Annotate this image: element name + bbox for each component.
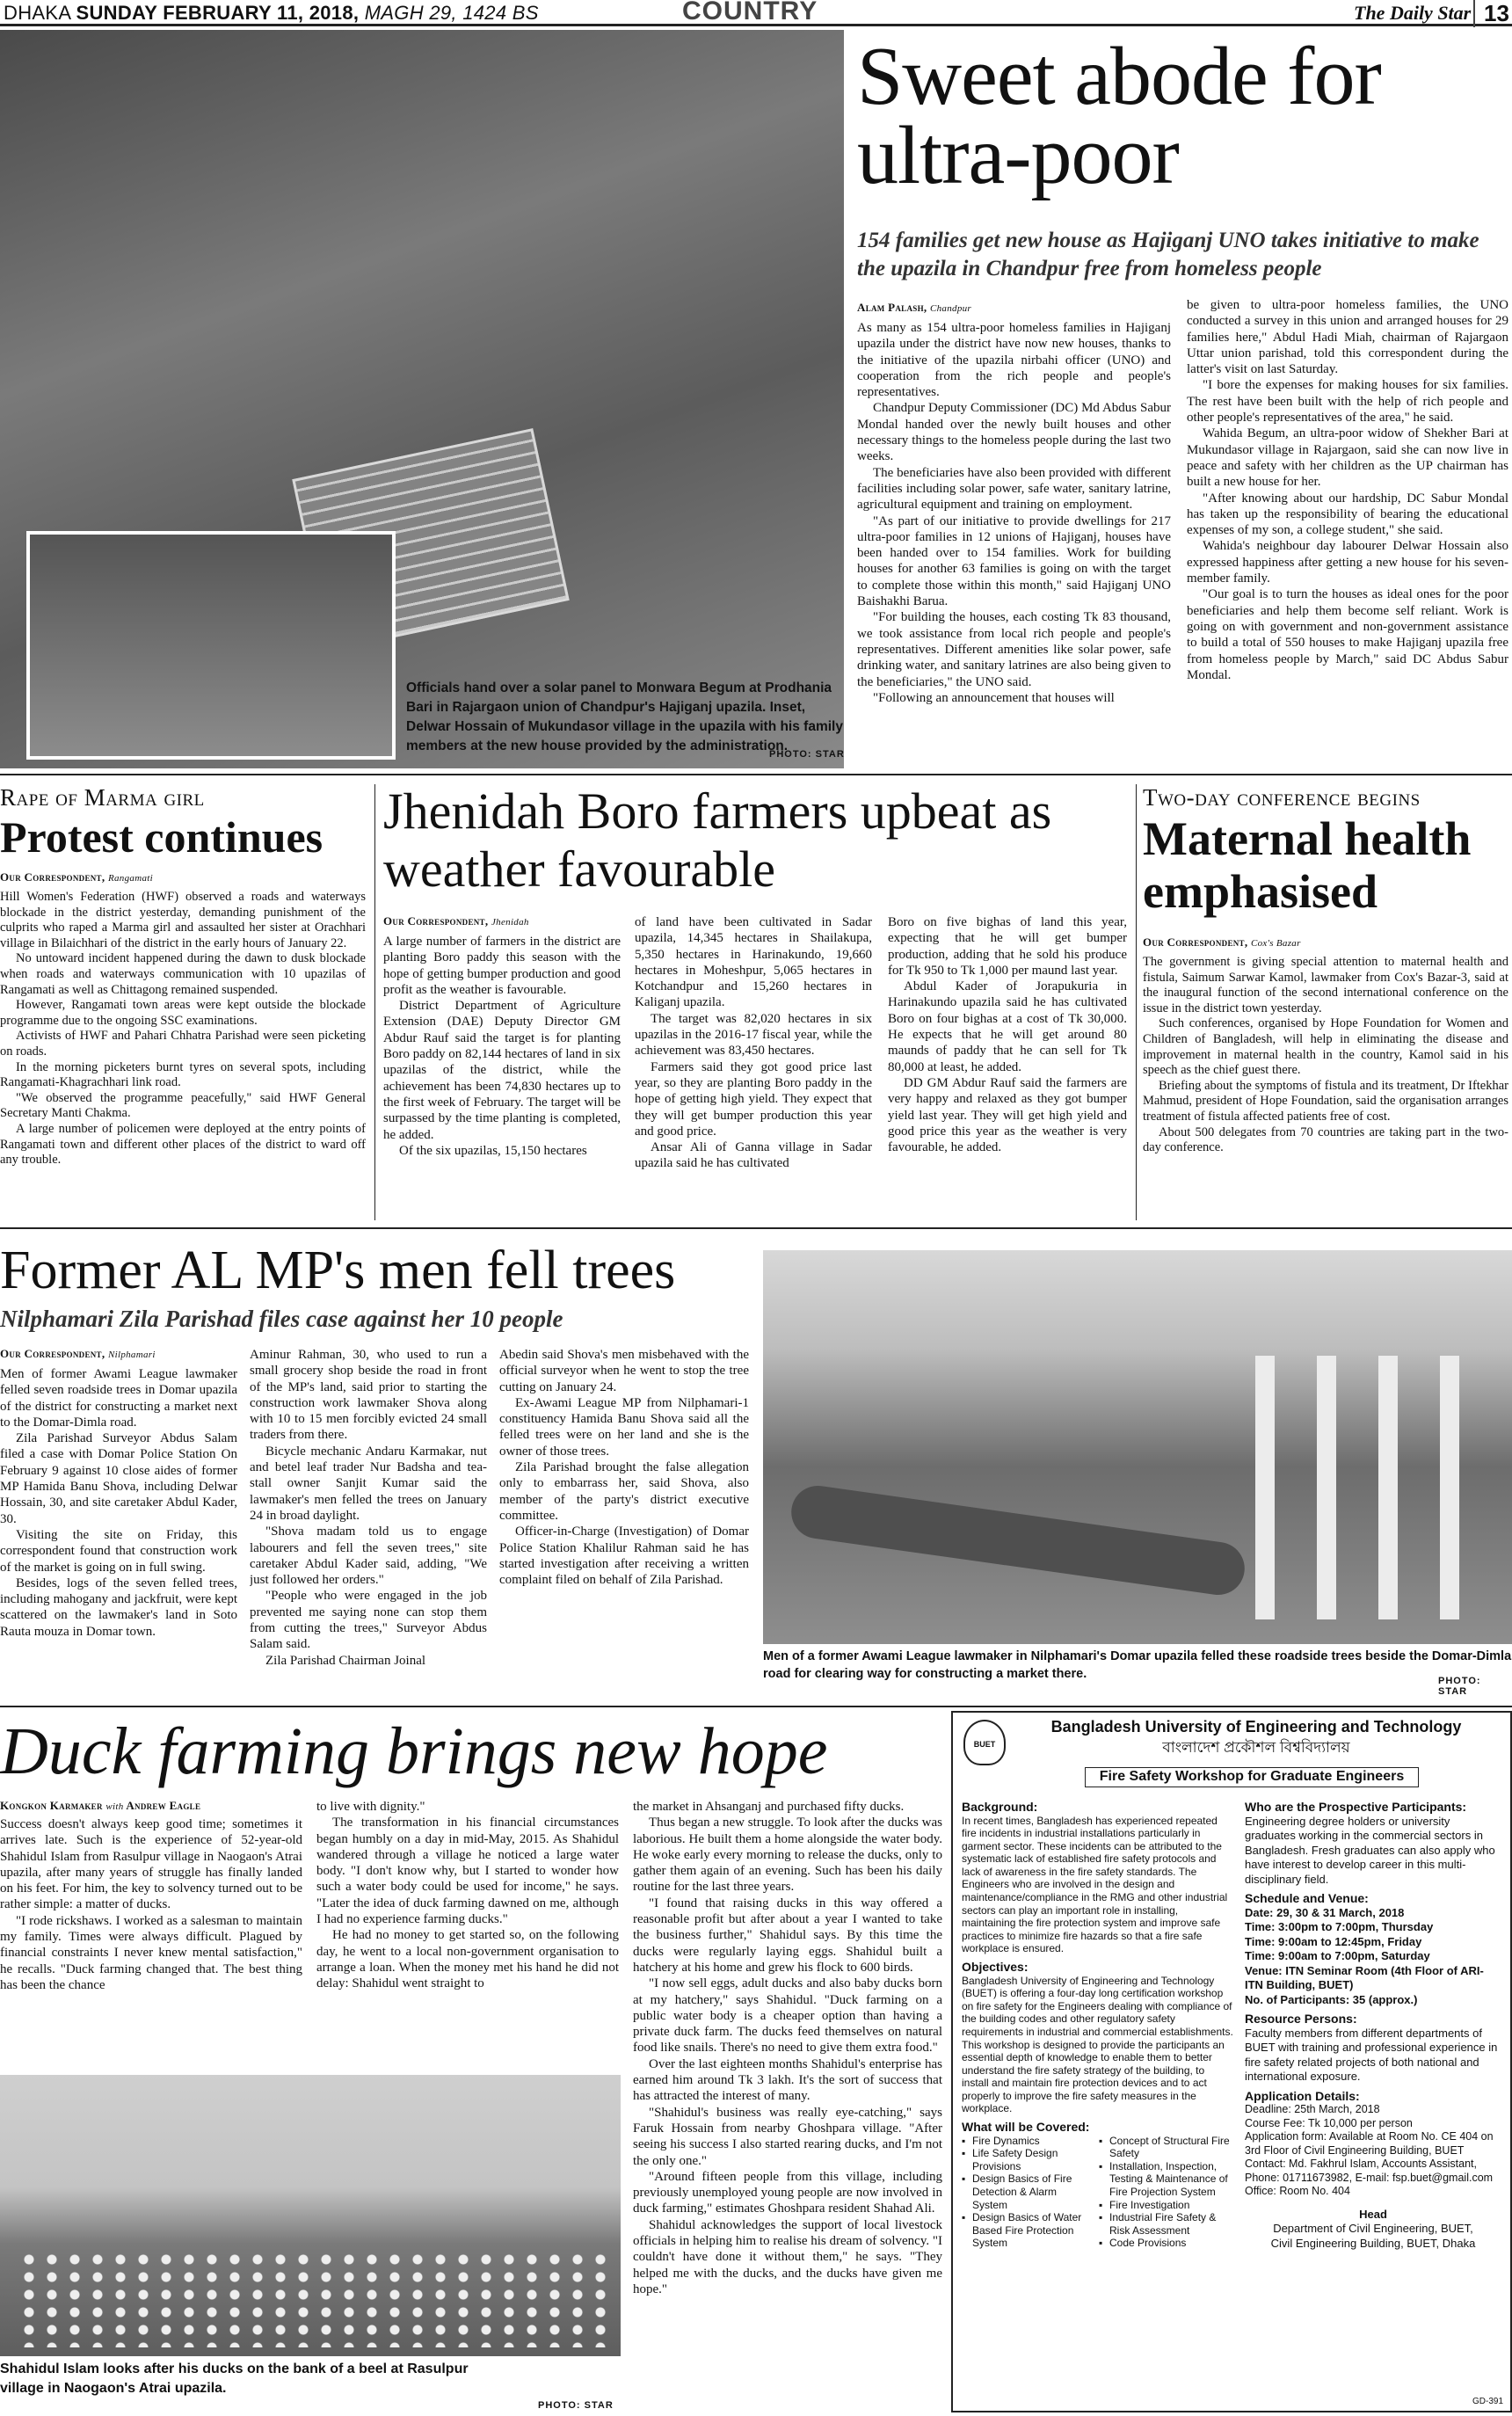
story1-col1: As many as 154 ultra-poor homeless families in Hajiganj upazila under the district have now new houses, thanks to the initiative of the upazila nirbahi officer (UNO) and cooperation from the rich people and people's representatives. Chandpur Deputy Commissioner (DC) Md Abdus Sabur Mondal handed over the newly built houses and other necessary things to the homeless people during the last two weeks. The beneficiaries have also been provided with different facilities including solar power, safe water, sanitary latrine, agricultural equipment and training on employment. "As part of our initiative to provide dwellings for 217 ultra-poor families in 12 unions of Hajiganj, houses have been handed over to 154 families. Work for building houses for another 63 families is going on with the target to complete those within this month," said Hajiganj UNO Baishakhi Barua. "For building the houses, each costing Tk 83 thousand, we took assistance from local rich people and people's representatives. Different amenities like solar power, safe drinking water, and sanitary latrines are also being given to the beneficiaries," the UNO said. "Following an announcement that houses will (857, 321, 1171, 705)
concrete-pillars (1255, 1356, 1501, 1619)
lead-photo (0, 30, 844, 768)
story3-byline: Our Correspondent, Jhenidah (383, 914, 529, 928)
masthead: The Daily Star (1354, 2, 1472, 24)
story2-body: Hill Women's Federation (HWF) observed a roads and waterways blockade in the district yesterday, demanding punishment of the culprits who raped a Marma girl and assaulted her sister at Orachhari village in Bilaichhari of the district in the early hours of January 22. No untoward incident happened during the dawn to dusk blockade when roads and waterways communication with 10 upazilas of Rangamati as well as Chittagong remained suspended. However, Rangamati town areas were kept outside the blockade programme due to the ongoing SSC examinations. Activists of HWF and Pahari Chhatra Parishad were seen picketing on roads. In the morning picketers burnt tyres on several spots, including Rangamati-Khagrachhari link road. "We observed the programme peacefully," said HWF General Secretary Manti Chakma. A large number of policemen were deployed at the entry points of Rangamati town and different other places of the district to ward off any trouble. (0, 890, 366, 1168)
ad-participants: Engineering degree holders or university graduates working in the commercial sectors in Bangladesh. Fresh graduates can also apply who have interest to develop career in this multi-disciplinary field. (1245, 1814, 1495, 1886)
duck-photo (0, 2075, 621, 2356)
story2-kicker: Rape of Marma girl (0, 784, 205, 811)
lead-photo-credit: PHOTO: STAR (769, 749, 845, 760)
buet-logo: BUET (963, 1720, 1006, 1765)
story5-byline: Our Correspondent, Nilphamari (0, 1347, 156, 1360)
covered-item: ▪ Life Safety Design Provisions (962, 2147, 1094, 2172)
covered-item: ▪ Fire Dynamics (962, 2135, 1094, 2148)
duck-photo-credit: PHOTO: STAR (538, 2400, 614, 2411)
covered-item: ▪ Industrial Fire Safety & Risk Assessment (1099, 2211, 1231, 2237)
divider (0, 1706, 1512, 1707)
ducks (18, 2251, 615, 2347)
story4-kicker: Two-day conference begins (1143, 784, 1421, 811)
covered-item: ▪ Design Basics of Water Based Fire Protection System (962, 2211, 1094, 2250)
story3-col2: of land have been cultivated in Sadar upazila, 14,345 hectares in Shailakupa, 5,350 hectares in Harinakundo, 19,660 hectares in Moheshpur, 5,065 hectares in Kotchandpur and 15,260 hectares in Kaliganj upazila. The target was 82,020 hectares in six upazilas in the 2016-17 fiscal year, while the achievement was 83,450 hectares. Farmers said they got good price last year, so they are planting Boro paddy in the hope of getting high yield. They expect that they will get bumper production this year and good price. Ansar Ali of Ganna village in Sadar upazila said he has cultivated (635, 915, 872, 1171)
page-header (0, 0, 1512, 26)
covered-item: ▪ Code Provisions (1099, 2237, 1231, 2250)
felled-trees-credit: PHOTO: STAR (1438, 1676, 1481, 1697)
ad-code: GD-391 (1472, 2396, 1503, 2406)
divider (0, 1227, 1512, 1229)
story1-deck: 154 families get new house as Hajiganj UNO takes initiative to make the upazila in Chandpur free from homeless people (857, 229, 1479, 280)
ad-right-column: Who are the Prospective Participants: Engineering degree holders or university graduates working in the commercial sectors in Bangladesh. Fresh graduates can also apply who have interest to develop career in this multi-disciplinary field. Schedule and Venue: Date: 29, 30 & 31 March, 2018 Time: 3:00pm to 7:00pm, Thursday Time: 9:00am to 12:45pm, Friday Time: 9:00am to 7:00pm, Saturday Venue: ITN Seminar Room (4th Floor of ARI-ITN Building, BUET) No. of Participants: 35 (approx.) Resource Persons: Faculty members from different departments of BUET with training and professional experience in fire safety related projects of both national and international exposure. Application Details: Deadline: 25th March, 2018 Course Fee: Tk 10,000 per person Application form: Available at Room No. CE 404 on 3rd Floor of Civil Engineering Building, BUET Contact: Md. Fakhrul Islam, Accounts Assistant, Phone: 01711673982, E-mail: fsp.buet@gmail.com Office: Room No. 404 Head Department of Civil Engineering, BUET, Civil Engineering Building, BUET, Dhaka (1245, 1795, 1501, 2251)
divider (374, 784, 375, 1220)
story6-col2: to live with dignity." The transformation in his financial circumstances began humbly on a day in mid-May, 2015. As Shahidul wandered through a village he noticed a large water body. "I don't know why, but I started to wonder how such a water body could be used for income," he says. "Later the idea of duck farming dawned on me, although I had no experience farming ducks." He had no money to get started so, on the following day, he went to a local non-government organisation to arrange a loan. When the money met his hand he did not delay: Shahidul went straight to (316, 1800, 619, 1991)
story6-col1: Success doesn't always keep good time; sometimes it arrives late. Such is the experience of 52-year-old Shahidul Islam from Rasulpur village in Naogaon's Atrai upazila, after many years of struggle has finally landed on his feet. For him, the key to solvency turned out to be rather simple: a matter of ducks. "I rode rickshaws. I worked as a salesman to maintain my family. Times were always difficult. Plagued by financial constraints I never knew mental satisfaction," he recalls. "Duck farming changed that. The best thing has been the chance (0, 1817, 302, 1992)
duck-photo-caption: Shahidul Islam looks after his ducks on the bank of a beel at Rasulpur village in Naogaon's Atrai upazila. (0, 2361, 469, 2396)
tree-log (788, 1482, 1247, 1598)
story4-headline: Maternal health emphasised (1143, 812, 1472, 918)
ad-org-name: Bangladesh University of Engineering and Technology (1050, 1718, 1462, 1736)
ad-title: Fire Safety Workshop for Graduate Engineers (1085, 1767, 1419, 1787)
felled-trees-caption: Men of a former Awami League lawmaker in Nilphamari's Domar upazila felled these roadside trees beside the Domar-Dimla road for clearing way for constructing a market there. (763, 1649, 1512, 1681)
story5-col3: Abedin said Shova's men misbehaved with the official surveyor when he went to stop the tree cutting on January 24. Ex-Awami League MP from Nilphamari-1 constituency Hamida Banu Shova said all the felled trees were on her land and she is the owner of those trees. Zila Parishad brought the false allegation only to embarrass her, said Shova, also member of the party's district executive committee. Officer-in-Charge (Investigation) of Domar Police Station Khalilur Rahman said he has started investigation after receiving a written complaint filed on behalf of Zila Parishad. (499, 1348, 749, 1588)
covered-item: ▪ Design Basics of Fire Detection & Alarm System (962, 2172, 1094, 2211)
inset-photo (26, 531, 396, 760)
ad-resource: Faculty members from different departments of BUET with training and professional experience in fire safety related projects of both national and international exposure. (1245, 2026, 1498, 2083)
lead-photo-caption: Officials hand over a solar panel to Monwara Begum at Prodhania Bari in Rajargaon union of Chandpur's Hajiganj upazila. Inset, Delwar Hossain of Mukundasor village in the upazila with his family members at the new house provided by the administration. (406, 680, 843, 753)
ad-left-column: Background: In recent times, Bangladesh has experienced repeated fire incidents in industrial installations particularly in garment sector. These incidents can be attributed to the systematic lack of established fire safety protocols and lack of awareness in the fire safety standards. The Engineers who are involved in the design and maintenance/compliance in the RMG and other industrial sectors can play an important role in installing, maintaining the fire protection system and improve safe practices to minimize fire hazards so that a fire safe workplace is ensured. Objectives: Bangladesh University of Engineering and Technology (BUET) is offering a four-day long certification workshop on fire safety for the Engineers dealing with compliance of the building codes and other regulatory safety requirements in industrial and commercial establishments. This workshop is designed to provide the participants an essential depth of knowledge to enable them to better understand the fire safety strategy of the building, to install and maintain fire protection devices and to act properly to improve the fire safety measures in the workplace. What will be Covered: ▪ Fire Dynamics ▪ Life Safety Design Provisions ▪ Design Basics of Fire Detection & Alarm System ▪ Design Basics of Water Based Fire Protection System ▪ Concept of Structural Fire Safety ▪ Installation, Inspection, Testing & Maintenance of Fire Projection System ▪ Fire Investigation ▪ Industrial Fire Safety & Risk Assessment ▪ Code Provisions (962, 1795, 1234, 2250)
story1-col2: be given to ultra-poor homeless families, the UNO conducted a survey in this union and arranged houses for 29 families here," Abdul Hadi Miah, chairman of Rajargaon Uttar union parishad, told this correspondent during the latter's visit on last Saturday. "I bore the expenses for making houses for six families. The rest have been built with the help of rich people and other people's representatives of the area," he said. Wahida Begum, an ultra-poor widow of Shekher Bari at Mukundasor village in Rajargaon, said she can now live in peace and safety with her children as the UP chairman has built a new house for her. "After knowing about our hardship, DC Sabur Mondal has taken up the responsibility of bearing the educational expenses of my son, a college student," she said. Wahida's neighbour day labourer Delwar Hossain also expressed happiness after getting a new house for his seven-member family. "Our goal is to turn the houses as ideal ones for the poor beneficiaries and help them become self reliant. Work is going on with government and non-government assistance to build a total of 550 houses to make Hajiganj upazila free from homeless people by March," said DC Abdus Sabur Mondal. (1187, 298, 1508, 682)
buet-advertisement (951, 1711, 1512, 2412)
story6-col3: the market in Ahsanganj and purchased fifty ducks. Thus began a new struggle. To look after the ducks was laborious. He built them a home alongside the water body. He woke early every morning to release the ducks, only to gather them again of an evening. Such has been his daily routine for the last three years. "I found that raising ducks in this way offered a reasonable profit but after about a year I wanted to take the business further," Shahidul says. By this time the ducks were regularly laying eggs. Shahidul built a hatchery at his home and grew his flock to 600 birds. "I now sell eggs, adult ducks and also baby ducks born at my hatchery," says Shahidul. "Duck farming on a public water body is a cheaper option than having a private duck farm. The ducks feed themselves on natural food like snails. There's no need to give them extra food." Over the last eighteen months Shahidul's enterprise has earned him around Tk 3 lakh. It's the sort of success that has attracted the interest of many. "Shahidul's business was really eye-catching," says Faruk Hossain from nearby Ghoshpara village. "After seeing his success I also started rearing ducks, and I'm not the only one." "Around fifteen people from this village, including previously unemployed young people are now involved in duck farming," estimates Ghoshpara resident Shahad Ali. Shahidul acknowledges the support of local livestock officials in helping him to realise his dream of solvency. "I couldn't have done it without them," he says. "They helped me with the ducks, and the ducks have given me hope." (633, 1800, 942, 2296)
ad-schedule: Date: 29, 30 & 31 March, 2018 Time: 3:00pm to 7:00pm, Thursday Time: 9:00am to 12:45pm, Friday Time: 9:00am to 7:00pm, Saturday Venue: ITN Seminar Room (4th Floor of ARI-ITN Building, BUET) No. of Participants: 35 (approx.) (1245, 1905, 1484, 2006)
felled-trees-photo (763, 1250, 1512, 1644)
ad-signature: Head Department of Civil Engineering, BUET, Civil Engineering Building, BUET, Dhaka (1270, 2207, 1476, 2250)
story5-deck: Nilphamari Zila Parishad files case against her 10 people (0, 1306, 563, 1332)
story5-col2: Aminur Rahman, 30, who used to run a small grocery shop beside the road in front of the MP's land, said prior to starting the construction work lawmaker Shova along with 10 to 15 men forcibly evicted 24 small traders from there. Bicycle mechanic Andaru Karmakar, nut and betel leaf trader Nur Badsha and tea-stall owner Sanjit Kumar said the lawmaker's men felled the trees on January 24 in broad daylight. "Shova madam told us to engage labourers and fell the seven trees," site caretaker Abdul Kader said, adding, "We just followed her orders." "People who were engaged in the job prevented me saying none can stop them from cutting the trees," Surveyor Abdus Salam said. Zila Parishad Chairman Joinal (250, 1348, 487, 1668)
covered-item: ▪ Installation, Inspection, Testing & Maintenance of Fire Projection System (1099, 2160, 1231, 2199)
story6-headline: Duck farming brings new hope (0, 1714, 828, 1788)
story3-col1: A large number of farmers in the district are planting Boro paddy this season with the hope of getting bumper production and good profit as the weather is favourable. District Department of Agriculture Extension (DAE) Deputy Director GM Abdur Rauf said the target is for planting Boro paddy on 82,144 hectares of land in six upazilas of the district, while the achievement has been 74,830 hectares up to the first week of February. The target will be surpassed by the time planting is completed, he added. Of the six upazilas, 15,150 hectares (383, 935, 621, 1158)
covered-item: ▪ Fire Investigation (1099, 2199, 1231, 2212)
divider (1136, 784, 1137, 1220)
page-number: 13 (1473, 0, 1509, 27)
ad-org-name-bengali: বাংলাদেশ প্রকৌশল বিশ্ববিদ্যালয় (1162, 1739, 1350, 1756)
story1-byline: Alam Palash, Chandpur (857, 301, 972, 314)
section-name: COUNTRY (682, 0, 818, 25)
ad-objectives: Bangladesh University of Engineering and Technology (BUET) is offering a four-day long certification workshop on fire safety for the Engineers dealing with compliance of the building codes and other regulatory safety requirements in industrial and commercial establishments. This workshop is designed to provide the participants an essential depth of knowledge to enable them to better understand the fire safety strategy of the building, to install and maintain fire protection devices and to act properly to improve the fire safety measures in the workplace. (962, 1974, 1233, 2115)
dateline: DHAKA SUNDAY FEBRUARY 11, 2018, MAGH 29, 1424 BS (4, 2, 539, 24)
story6-byline: Kongkon Karmaker with Andrew Eagle (0, 1799, 201, 1812)
story5-col1: Men of former Awami League lawmaker felled seven roadside trees in Domar upazila of the district for constructing a market next to the Domar-Dimla road. Zila Parishad Surveyor Abdus Salam filed a case with Domar Police Station On February 9 against 10 close aides of former MP Hamida Banu Shova, including Delwar Hossain, 30, and site caretaker Abdul Kader, 30. Visiting the site on Friday, this correspondent found that construction work of the market is going on in full swing. Besides, logs of the seven felled trees, including mahogany and jackfruit, were kept scattered on the lawmaker's land in Soto Rauta mouza in Domar town. (0, 1367, 237, 1639)
divider (0, 774, 1512, 775)
story4-byline: Our Correspondent, Cox's Bazar (1143, 935, 1301, 949)
story4-body: The government is giving special attention to maternal health and fistula, Saimum Sarwar Kamol, lawmaker from Cox's Bazar-3, said at the inaugural function of the second international conference on the issue in the district town yesterday. Such conferences, organised by Hope Foundation for Women and Children of Bangladesh, will help in eliminating the disease and improvement in maternal health in the country, Kamol said in his speech as the chief guest there. Briefing about the symptoms of fistula and its treatment, Dr Iftekhar Mahmud, president of Hope Foundation, said the organisation arranges treatment of fistula affected patients free of cost. About 500 delegates from 70 countries are taking part in the two-day conference. (1143, 955, 1508, 1155)
story2-headline: Protest continues (0, 812, 323, 862)
story5-headline: Former AL MP's men fell trees (0, 1241, 676, 1300)
story3-headline: Jhenidah Boro farmers upbeat as weather favourable (383, 782, 1052, 898)
story3-col3: Boro on five bighas of land this year, expecting that he will get bumper production, adding that he sold his produce for Tk 950 to Tk 1,000 per maund last year. Abdul Kader of Jorapukuria in Harinakundo upazila said he has cultivated Boro on four bighas at a cost of Tk 30,000. He expects that he will get around 80 maunds of paddy that he can sell for Tk 80,000 at least, he added. DD GM Abdur Rauf said the farmers are very happy and relaxed as they got bumper yield last year. They will get high yield and good price this year as the weather is very favourable, he added. (888, 915, 1127, 1155)
ad-background: In recent times, Bangladesh has experienced repeated fire incidents in industrial installations particularly in garment sector. These incidents can be attributed to the systematic lack of established fire safety protocols and lack of awareness in the fire safety standards. The Engineers who are involved in the design and maintenance/compliance in the RMG and other industrial sectors can play an important role in installing, maintaining the fire protection system and improve safe practices to minimize fire hazards so that a fire safe workplace is ensured. (962, 1814, 1228, 1955)
story2-byline: Our Correspondent, Rangamati (0, 870, 153, 884)
ad-application: Deadline: 25th March, 2018 Course Fee: Tk 10,000 per person Application form: Available at Room No. CE 404 on 3rd Floor of Civil Engineering Building, BUET Contact: Md. Fakhrul Islam, Accounts Assistant, Phone: 01711673982, E-mail: fsp.buet@gmail.com Office: Room No. 404 (1245, 2103, 1494, 2197)
story1-headline: Sweet abode for ultra-poor (857, 31, 1381, 201)
covered-item: ▪ Concept of Structural Fire Safety (1099, 2135, 1231, 2160)
